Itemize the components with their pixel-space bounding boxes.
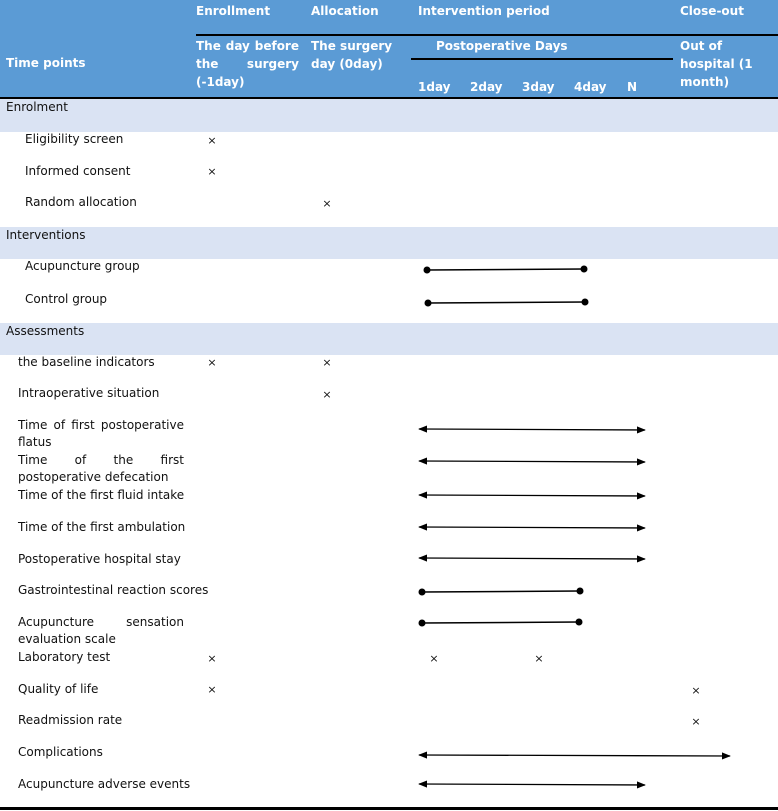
first-fluid-span bbox=[419, 495, 645, 496]
acupuncture-group-span bbox=[424, 266, 588, 274]
row-adverse-events: Acupuncture adverse events bbox=[18, 777, 191, 791]
control-group-span bbox=[425, 299, 589, 307]
col-intervention-period: Intervention period bbox=[418, 4, 550, 18]
row-control-group: Control group bbox=[25, 292, 108, 306]
row-intraoperative: Intraoperative situation bbox=[18, 386, 160, 400]
day-2: 2day bbox=[470, 80, 503, 94]
complications-span bbox=[419, 755, 730, 756]
col-out-of-hospital: Out of hospital (1 month) bbox=[680, 39, 753, 89]
row-first-fluid: Time of the first fluid intake bbox=[18, 488, 185, 502]
row-hospital-stay: Postoperative hospital stay bbox=[18, 552, 181, 566]
hospital-stay-span bbox=[419, 558, 645, 559]
mark-lab-day-before: × bbox=[207, 652, 217, 665]
day-3: 3day bbox=[522, 80, 555, 94]
mark-baseline-surgery-day: × bbox=[322, 356, 332, 369]
mark-allocation-surgery-day: × bbox=[322, 197, 332, 210]
mark-eligibility-day-before: × bbox=[207, 134, 217, 147]
col-surgery-day: The surgery day (0day) bbox=[311, 39, 393, 71]
sensation-scale-span bbox=[419, 619, 583, 627]
first-flatus-span bbox=[419, 429, 645, 430]
section-assessments: Assessments bbox=[6, 324, 85, 338]
mark-qol-out-of-hospital: × bbox=[691, 684, 701, 697]
row-allocation: Random allocation bbox=[25, 195, 137, 209]
row-sensation-scale: Acupuncture sensation evaluation scale bbox=[18, 615, 184, 646]
row-acupuncture-group: Acupuncture group bbox=[25, 259, 140, 273]
table-bottom-rule bbox=[0, 807, 778, 810]
row-first-ambulation: Time of the first ambulation bbox=[18, 520, 186, 534]
row-quality-of-life: Quality of life bbox=[18, 682, 99, 696]
mark-qol-day-before: × bbox=[207, 683, 217, 696]
col-postoperative-days: Postoperative Days bbox=[436, 39, 568, 53]
row-first-flatus: Time of first postoperative flatus bbox=[18, 418, 184, 449]
col-enrollment: Enrollment bbox=[196, 4, 271, 18]
col-allocation: Allocation bbox=[311, 4, 379, 18]
mark-intraoperative-surgery-day: × bbox=[322, 388, 332, 401]
mark-consent-day-before: × bbox=[207, 165, 217, 178]
row-readmission: Readmission rate bbox=[18, 713, 123, 727]
col-day-before: The day before the surgery (-1day) bbox=[196, 39, 299, 89]
col-time-points: Time points bbox=[6, 56, 86, 70]
row-baseline: the baseline indicators bbox=[18, 355, 155, 369]
day-n: N bbox=[627, 80, 638, 94]
adverse-events-span bbox=[419, 784, 645, 785]
day-1: 1day bbox=[418, 80, 451, 94]
mark-lab-day-1: × bbox=[429, 652, 439, 665]
day-4: 4day bbox=[574, 80, 607, 94]
first-defecation-span bbox=[419, 461, 645, 462]
row-eligibility: Eligibility screen bbox=[25, 132, 124, 146]
row-consent: Informed consent bbox=[25, 164, 131, 178]
section-interventions: Interventions bbox=[6, 228, 86, 242]
first-ambulation-span bbox=[419, 527, 645, 528]
mark-readmission-out-of-hospital: × bbox=[691, 715, 701, 728]
row-complications: Complications bbox=[18, 745, 103, 759]
row-gi-scores: Gastrointestinal reaction scores bbox=[18, 583, 209, 597]
col-close-out: Close-out bbox=[680, 4, 744, 18]
mark-lab-day-3: × bbox=[534, 652, 544, 665]
gi-scores-span bbox=[419, 588, 584, 596]
row-first-defecation: Time of the first postoperative defecation bbox=[18, 453, 184, 484]
mark-baseline-day-before: × bbox=[207, 356, 217, 369]
row-lab-test: Laboratory test bbox=[18, 650, 111, 664]
section-enrolment: Enrolment bbox=[6, 100, 68, 114]
